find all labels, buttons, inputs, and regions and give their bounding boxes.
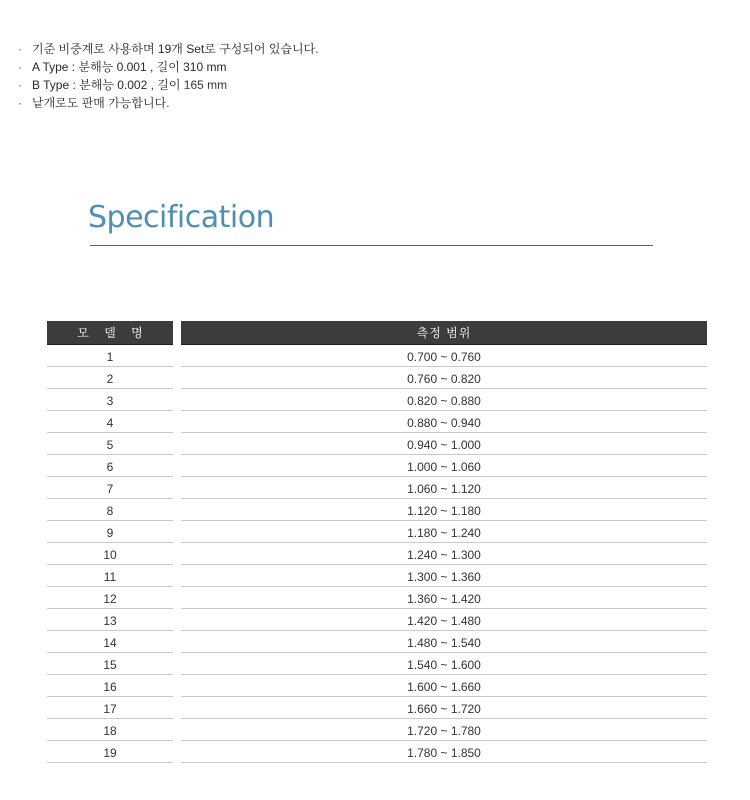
model-cell: 16 <box>47 675 173 697</box>
table-row <box>47 455 707 477</box>
model-cell: 8 <box>47 499 173 521</box>
note-text: 낱개로도 판매 가능합니다. <box>32 96 170 110</box>
note-text: 기준 비중계로 사용하며 19개 Set로 구성되어 있습니다. <box>32 42 319 56</box>
range-cell: 0.700 ~ 0.760 <box>181 345 707 367</box>
model-cell: 15 <box>47 653 173 675</box>
table-row <box>47 741 707 763</box>
table-row <box>47 631 707 653</box>
note-item <box>18 58 518 76</box>
model-cell: 17 <box>47 697 173 719</box>
model-cell: 4 <box>47 411 173 433</box>
range-cell: 1.000 ~ 1.060 <box>181 455 707 477</box>
model-cell: 18 <box>47 719 173 741</box>
table-row <box>47 565 707 587</box>
model-cell: 9 <box>47 521 173 543</box>
redaction-blur <box>178 96 373 116</box>
table-row <box>47 433 707 455</box>
table-row <box>47 345 707 367</box>
table-body <box>47 345 707 763</box>
bullet-icon: · <box>18 96 22 110</box>
bullet-icon: · <box>18 78 22 92</box>
model-cell: 6 <box>47 455 173 477</box>
header-model-name: 모 델 명 <box>47 321 173 345</box>
bullet-icon: · <box>18 60 22 74</box>
table-row <box>47 719 707 741</box>
table-row <box>47 521 707 543</box>
note-text: A Type : 분해능 0.001 , 길이 310 mm <box>32 60 227 74</box>
model-cell: 3 <box>47 389 173 411</box>
table-row <box>47 609 707 631</box>
title-divider <box>90 245 653 246</box>
table-row <box>47 389 707 411</box>
section-title: Specification <box>88 200 275 235</box>
note-item <box>18 40 518 58</box>
table-row <box>47 653 707 675</box>
range-cell: 1.480 ~ 1.540 <box>181 631 707 653</box>
range-cell: 0.760 ~ 0.820 <box>181 367 707 389</box>
note-item <box>18 76 518 94</box>
table-row <box>47 411 707 433</box>
header-measure-range: 측정 범위 <box>181 321 707 345</box>
range-cell: 1.060 ~ 1.120 <box>181 477 707 499</box>
model-cell: 11 <box>47 565 173 587</box>
spec-table <box>47 321 707 763</box>
range-cell: 1.420 ~ 1.480 <box>181 609 707 631</box>
range-cell: 1.600 ~ 1.660 <box>181 675 707 697</box>
range-cell: 0.940 ~ 1.000 <box>181 433 707 455</box>
range-cell: 1.660 ~ 1.720 <box>181 697 707 719</box>
model-cell: 10 <box>47 543 173 565</box>
model-cell: 12 <box>47 587 173 609</box>
model-cell: 5 <box>47 433 173 455</box>
table-row <box>47 367 707 389</box>
model-cell: 1 <box>47 345 173 367</box>
table-row <box>47 587 707 609</box>
note-text: B Type : 분해능 0.002 , 길이 165 mm <box>32 78 228 92</box>
table-row <box>47 697 707 719</box>
range-cell: 0.880 ~ 0.940 <box>181 411 707 433</box>
range-cell: 1.540 ~ 1.600 <box>181 653 707 675</box>
table-header <box>47 321 707 345</box>
model-cell: 13 <box>47 609 173 631</box>
range-cell: 1.300 ~ 1.360 <box>181 565 707 587</box>
range-cell: 1.360 ~ 1.420 <box>181 587 707 609</box>
range-cell: 1.240 ~ 1.300 <box>181 543 707 565</box>
range-cell: 1.720 ~ 1.780 <box>181 719 707 741</box>
range-cell: 1.780 ~ 1.850 <box>181 741 707 763</box>
range-cell: 0.820 ~ 0.880 <box>181 389 707 411</box>
table-row <box>47 543 707 565</box>
bullet-icon: · <box>18 42 22 56</box>
range-cell: 1.180 ~ 1.240 <box>181 521 707 543</box>
model-cell: 7 <box>47 477 173 499</box>
model-cell: 19 <box>47 741 173 763</box>
range-cell: 1.120 ~ 1.180 <box>181 499 707 521</box>
table-row <box>47 499 707 521</box>
model-cell: 14 <box>47 631 173 653</box>
model-cell: 2 <box>47 367 173 389</box>
table-row <box>47 675 707 697</box>
table-row <box>47 477 707 499</box>
